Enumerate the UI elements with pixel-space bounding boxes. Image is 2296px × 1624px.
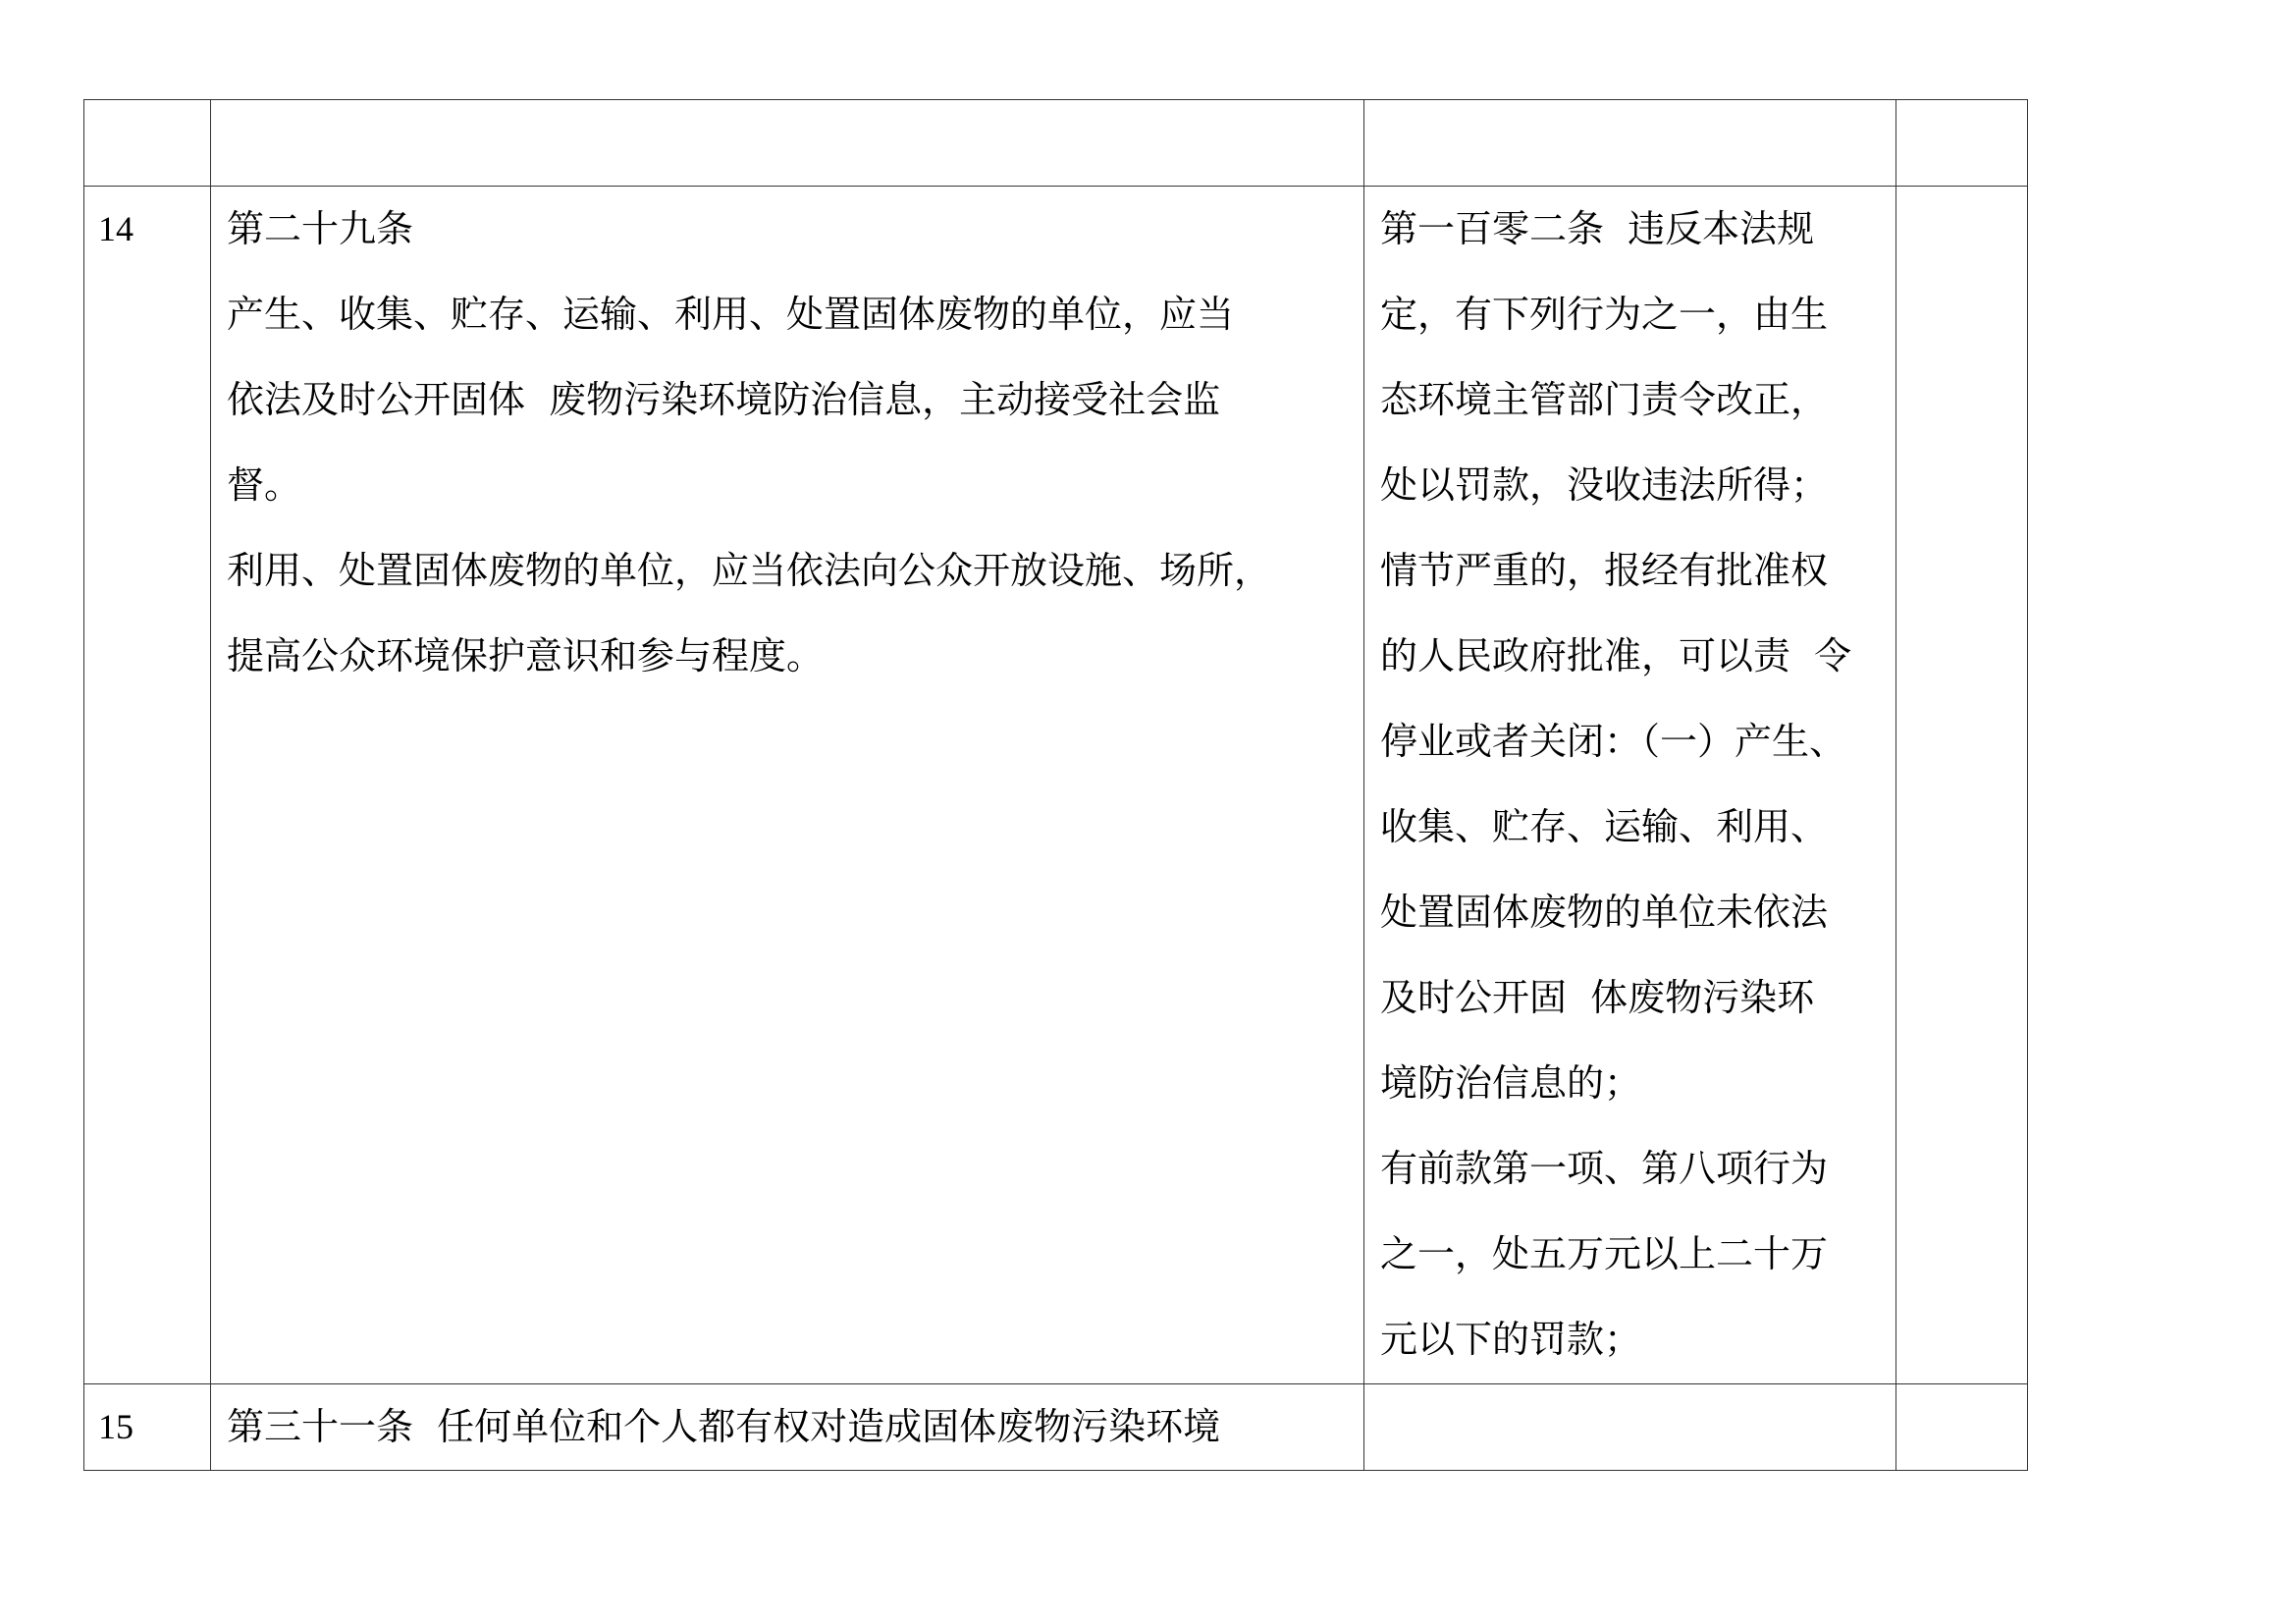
penalty-line: 态环境主管部门责令改正， [1380, 378, 1829, 421]
article-line: 第二十九条 [227, 207, 414, 250]
article-line: 提高公众环境保护意识和参与程度。 [227, 634, 825, 677]
extra-cell [1896, 100, 2028, 187]
article-line: 产生、收集、贮存、运输、利用、处置固体废物的单位，应当 [227, 293, 1235, 336]
penalty-cell [1364, 1384, 1896, 1471]
article-line: 第三十一条 任何单位和个人都有权对造成固体废物污染环境 [227, 1405, 1221, 1448]
row-number-cell [84, 187, 211, 1384]
article-cell [211, 187, 1364, 1384]
penalty-line: 及时公开固 体废物污染环 [1380, 976, 1815, 1019]
table-row [84, 100, 2028, 187]
penalty-line: 处置固体废物的单位未依法 [1380, 891, 1829, 934]
table-row [84, 187, 2028, 1384]
penalty-line: 第一百零二条 违反本法规 [1380, 207, 1815, 250]
extra-cell [1896, 1384, 2028, 1471]
penalty-line: 情节严重的，报经有批准权 [1380, 549, 1829, 592]
row-number: 15 [98, 1407, 133, 1446]
penalty-line: 停业或者关闭：（一）产生、 [1380, 720, 1847, 763]
article-line: 利用、处置固体废物的单位，应当依法向公众开放设施、场所， [227, 549, 1272, 592]
extra-cell [1896, 187, 2028, 1384]
row-number-cell [84, 1384, 211, 1471]
penalty-line: 的人民政府批准，可以责 令 [1380, 634, 1852, 677]
article-line: 依法及时公开固体 废物污染环境防治信息，主动接受社会监 [227, 378, 1221, 421]
regulation-table [83, 99, 2028, 1471]
row-number: 14 [98, 209, 133, 248]
penalty-cell [1364, 187, 1896, 1384]
table-row [84, 1384, 2028, 1471]
penalty-line: 定，有下列行为之一，由生 [1380, 293, 1829, 336]
penalty-line: 收集、贮存、运输、利用、 [1380, 805, 1829, 848]
penalty-line: 之一，处五万元以上二十万 [1380, 1232, 1829, 1275]
article-cell [211, 100, 1364, 187]
penalty-line: 有前款第一项、第八项行为 [1380, 1147, 1829, 1190]
penalty-line: 元以下的罚款； [1380, 1318, 1642, 1361]
article-line: 督。 [227, 463, 302, 507]
penalty-line: 境防治信息的； [1380, 1061, 1642, 1105]
article-cell [211, 1384, 1364, 1471]
penalty-line: 处以罚款，没收违法所得； [1380, 463, 1829, 507]
penalty-cell [1364, 100, 1896, 187]
row-number-cell [84, 100, 211, 187]
